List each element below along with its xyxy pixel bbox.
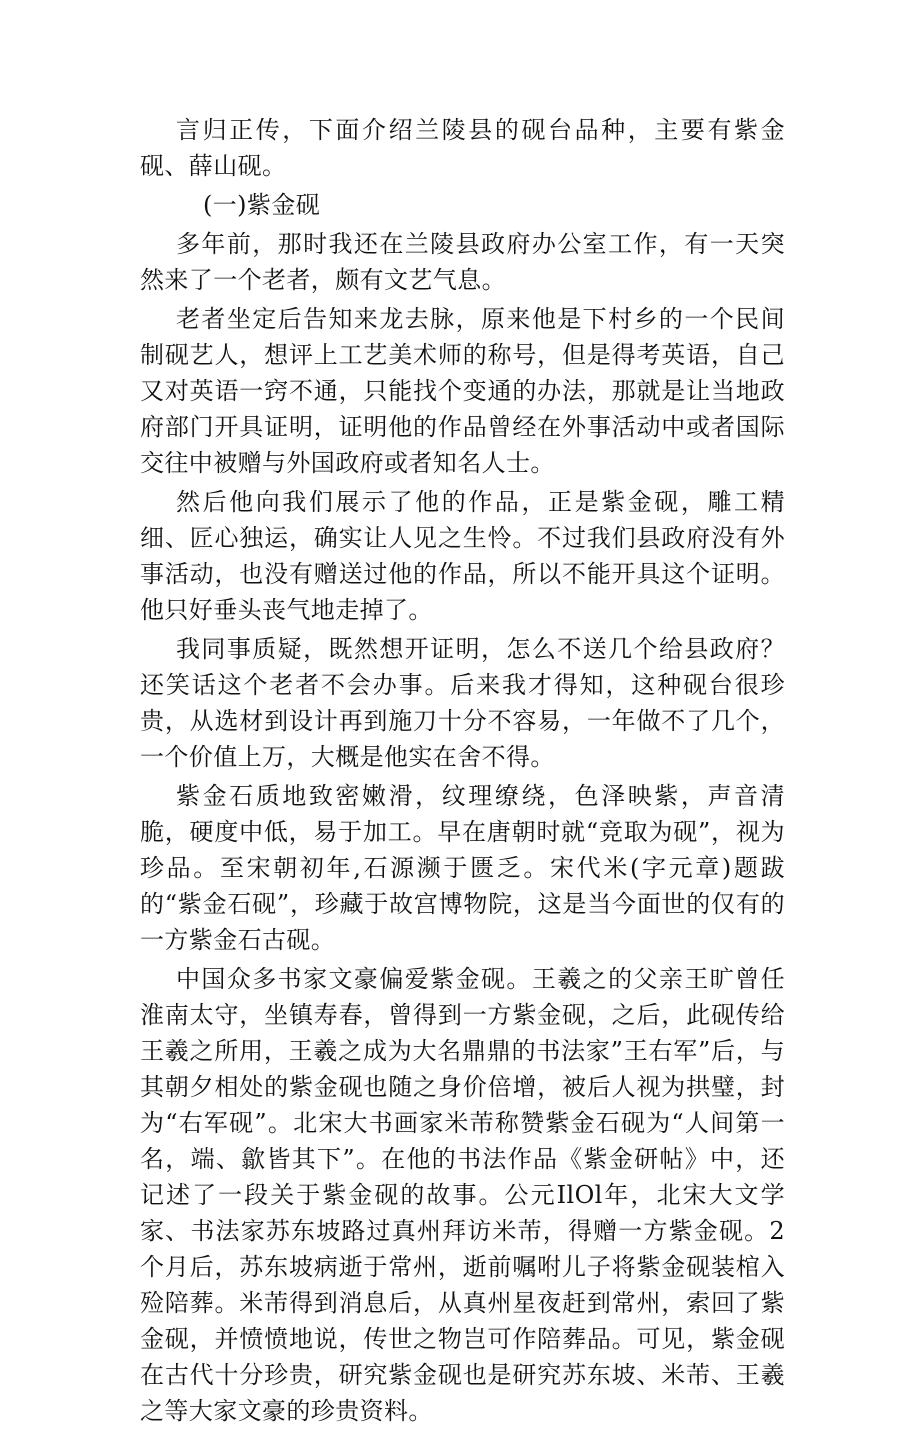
- section-heading: (一)紫金砚: [203, 191, 321, 219]
- paragraph-visit: 多年前，那时我还在兰陵县政府办公室工作，有一天突然来了一个老者，颇有文艺气息。: [140, 230, 785, 294]
- paragraph-request: 老者坐定后告知来龙去脉，原来他是下村乡的一个民间制砚艺人，想评上工艺美术师的称号，但是得考英语，自己又对英语一窍不通，只能找个变通的办法，那就是让当地政府部门开具证明，证明他的作品曾经在外事活动中或者国际交往中被赠与外国政府或者知名人士。: [140, 305, 785, 477]
- paragraph-history: 中国众多书家文豪偏爱紫金砚。王羲之的父亲王旷曾任淮南太守，坐镇寿春，曾得到一方紫金砚，之后，此砚传给王羲之所用，王羲之成为大名鼎鼎的书法家”王右军”后，与其朝夕相处的紫金砚也随之身价倍增，被后人视为拱璧，封为“右军砚”。北宋大书画家米芾称赞紫金石砚为“人间第一名，端、歙皆其下”。在他的书法作品《紫金研帖》中，还记述了一段关于紫金砚的故事。公元IlOl年，北宋大文学家、书法家苏东坡路过真州拜访米芾，得赠一方紫金砚。2个月后，苏东坡病逝于常州，逝前嘱咐儿子将紫金砚装棺入殓陪葬。米芾得到消息后，从真州星夜赶到常州，索回了紫金砚，并愤愤地说，传世之物岂可作陪葬品。可见，紫金砚在古代十分珍贵，研究紫金砚也是研究苏东坡、米芾、王羲之等大家文豪的珍贵资料。: [140, 965, 785, 1425]
- paragraph-showcase: 然后他向我们展示了他的作品，正是紫金砚，雕工精细、匠心独运，确实让人见之生怜。不过我们县政府没有外事活动，也没有赠送过他的作品，所以不能开具这个证明。他只好垂头丧气地走掉了。: [140, 488, 785, 624]
- paragraph-stone: 紫金石质地致密嫩滑，纹理缭绕，色泽映紫，声音清脆，硬度中低，易于加工。早在唐朝时就“竞取为砚”，视为珍品。至宋朝初年,石源濒于匮乏。宋代米(字元章)题跋的“紫金石砚”，珍藏于故宫博物院，这是当今面世的仅有的一方紫金石古砚。: [140, 782, 785, 954]
- paragraph-colleague: 我同事质疑，既然想开证明，怎么不送几个给县政府？还笑话这个老者不会办事。后来我才得知，这种砚台很珍贵，从选材到设计再到施刀十分不容易，一年做不了几个，一个价值上万，大概是他实在舍不得。: [140, 635, 785, 771]
- intro-paragraph: 言归正传，下面介绍兰陵县的砚台品种，主要有紫金砚、薛山砚。: [140, 116, 785, 180]
- document-body: [140, 112, 785, 1432]
